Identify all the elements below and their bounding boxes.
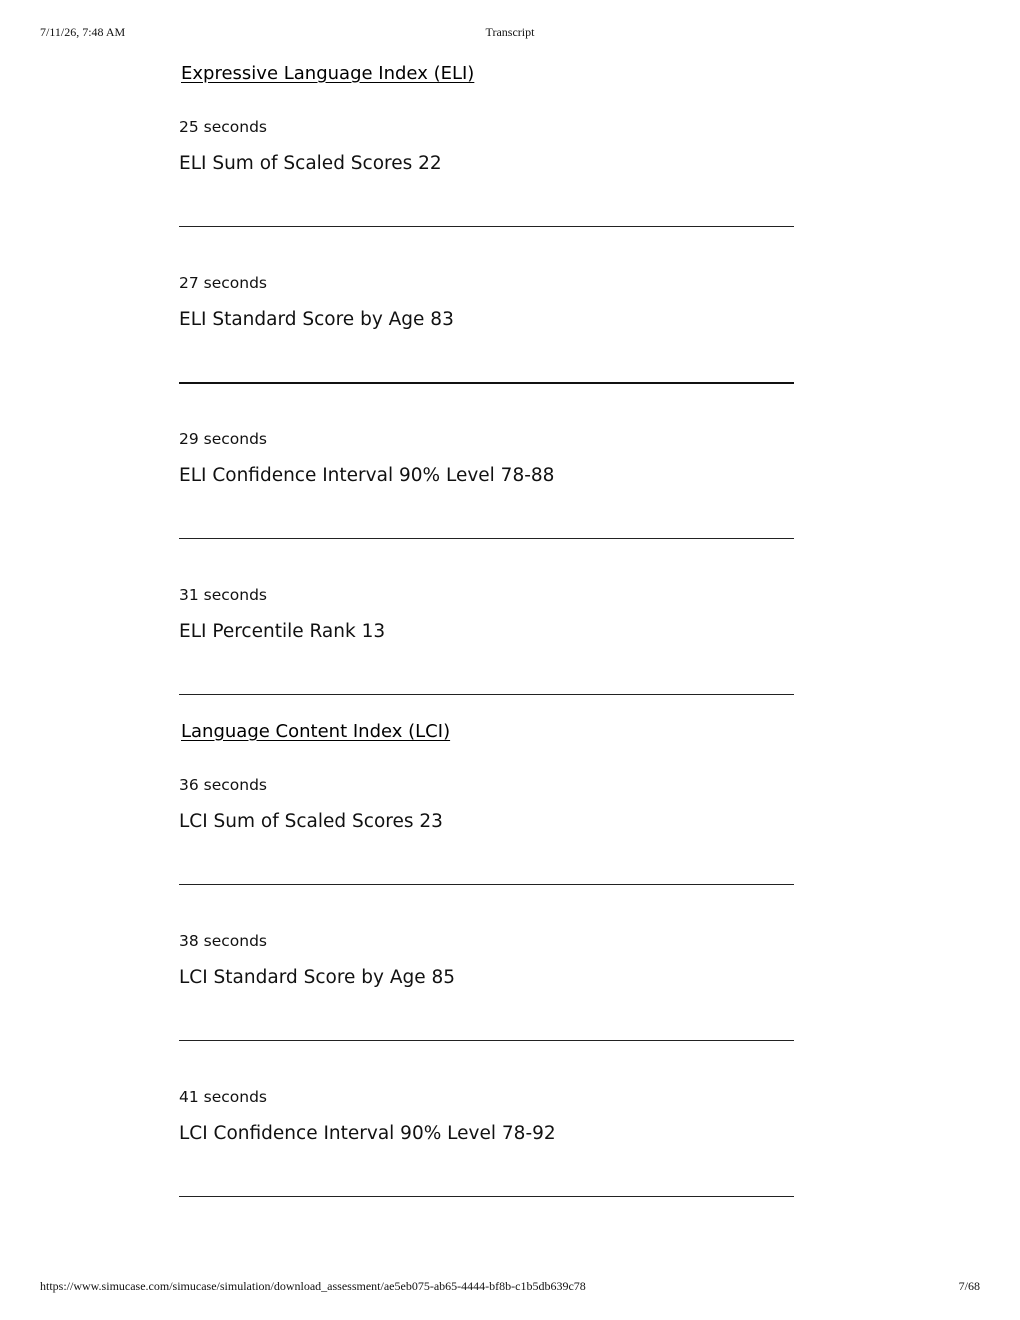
entry-divider <box>179 382 794 384</box>
entry-text: LCI Standard Score by Age 85 <box>179 967 456 988</box>
transcript-entry <box>179 429 794 585</box>
entry-text: LCI Sum of Scaled Scores 23 <box>179 811 443 832</box>
page-number: 7/68 <box>958 1279 980 1293</box>
transcript-content <box>179 60 794 1243</box>
entry-timestamp: 38 seconds <box>179 932 268 950</box>
transcript-entry <box>179 585 794 741</box>
section-heading-eli: Expressive Language Index (ELI) <box>181 63 475 84</box>
entry-divider <box>179 694 794 695</box>
entry-timestamp: 25 seconds <box>179 118 268 136</box>
entry-timestamp: 29 seconds <box>179 430 268 448</box>
entry-divider <box>179 1040 794 1041</box>
entry-divider <box>179 226 794 227</box>
entry-divider <box>179 884 794 885</box>
entry-divider <box>179 538 794 539</box>
print-footer <box>40 1279 980 1295</box>
transcript-entry <box>179 273 794 429</box>
transcript-entry <box>179 931 794 1087</box>
entry-text: ELI Standard Score by Age 83 <box>179 309 454 330</box>
print-datetime: 7/11/26, 7:48 AM <box>40 25 126 39</box>
entry-timestamp: 27 seconds <box>179 274 268 292</box>
section-heading-lci: Language Content Index (LCI) <box>181 721 451 742</box>
transcript-entry <box>179 775 794 931</box>
print-url: https://www.simucase.com/simucase/simulation/download_assessment/ae5eb075-ab65-4444-bf8b-c1b5db639c78 <box>40 1279 586 1293</box>
entry-text: ELI Confidence Interval 90% Level 78-88 <box>179 465 555 486</box>
transcript-entry <box>179 1087 794 1243</box>
print-title: Transcript <box>485 25 535 39</box>
entry-text: LCI Confidence Interval 90% Level 78-92 <box>179 1123 556 1144</box>
entry-timestamp: 41 seconds <box>179 1088 268 1106</box>
entry-text: ELI Sum of Scaled Scores 22 <box>179 153 442 174</box>
entry-divider <box>179 1196 794 1197</box>
print-header <box>40 25 980 41</box>
entry-timestamp: 36 seconds <box>179 776 268 794</box>
entry-text: ELI Percentile Rank 13 <box>179 621 386 642</box>
entry-timestamp: 31 seconds <box>179 586 268 604</box>
transcript-entry <box>179 117 794 273</box>
